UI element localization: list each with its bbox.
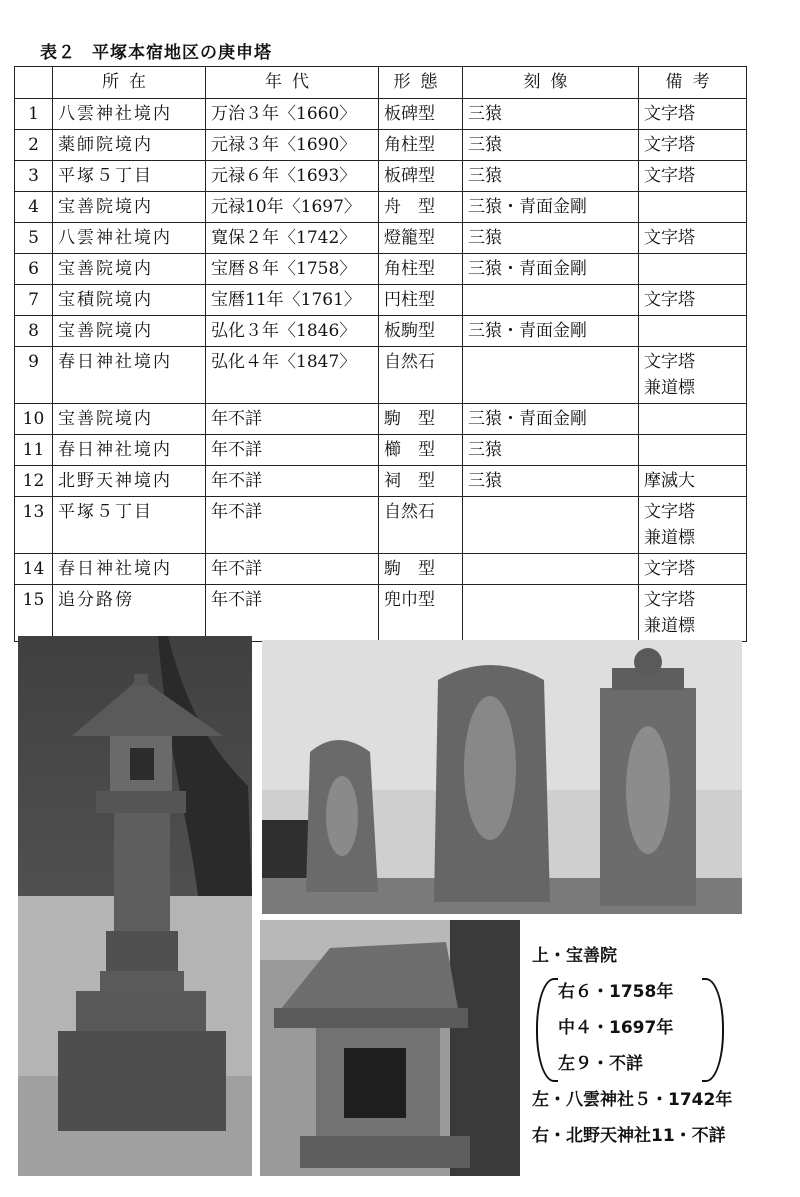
- cell-image: 三猿・青面金剛: [463, 316, 639, 347]
- table-row: [15, 161, 747, 192]
- cell-image: [463, 554, 639, 585]
- header-note: 備考: [639, 67, 747, 99]
- cell-note: 文字塔 兼道標: [639, 497, 747, 554]
- header-form: 形態: [379, 67, 463, 99]
- table-header-row: [15, 67, 747, 99]
- table-row: [15, 130, 747, 161]
- cell-image: 三猿・青面金剛: [463, 254, 639, 285]
- cell-loc: 薬師院境内: [53, 130, 206, 161]
- cell-era: 年不詳: [206, 435, 379, 466]
- cell-form: 駒 型: [379, 554, 463, 585]
- cell-era: 元禄３年〈1690〉: [206, 130, 379, 161]
- cell-note: [639, 435, 747, 466]
- table-row: [15, 192, 747, 223]
- cell-era: 弘化４年〈1847〉: [206, 347, 379, 404]
- cell-form: 祠 型: [379, 466, 463, 497]
- header-location: 所在: [53, 67, 206, 99]
- header-image: 刻像: [463, 67, 639, 99]
- cell-era: 元禄６年〈1693〉: [206, 161, 379, 192]
- cell-loc: 宝善院境内: [53, 316, 206, 347]
- header-no: [15, 67, 53, 99]
- cell-era: 寛保２年〈1742〉: [206, 223, 379, 254]
- cell-loc: 北野天神境内: [53, 466, 206, 497]
- left-paren: [536, 978, 558, 1082]
- cell-loc: 宝善院境内: [53, 254, 206, 285]
- cell-note: 摩滅大: [639, 466, 747, 497]
- cell-image: 三猿・青面金剛: [463, 404, 639, 435]
- cell-note: [639, 192, 747, 223]
- cell-era: 年不詳: [206, 585, 379, 642]
- cell-loc: 春日神社境内: [53, 435, 206, 466]
- table-row: [15, 466, 747, 497]
- table-row: [15, 254, 747, 285]
- cell-no: 3: [15, 161, 53, 192]
- cell-loc: 宝善院境内: [53, 192, 206, 223]
- cell-form: 舟 型: [379, 192, 463, 223]
- photo-legend: [532, 938, 794, 1154]
- cell-no: 11: [15, 435, 53, 466]
- cell-no: 15: [15, 585, 53, 642]
- cell-no: 9: [15, 347, 53, 404]
- legend-group-center: 中４・1697年: [558, 1018, 674, 1038]
- photo-three-stelae: [262, 640, 742, 914]
- cell-note: 文字塔: [639, 554, 747, 585]
- cell-no: 6: [15, 254, 53, 285]
- cell-era: 宝暦11年〈1761〉: [206, 285, 379, 316]
- cell-no: 1: [15, 99, 53, 130]
- cell-note: 文字塔: [639, 223, 747, 254]
- cell-image: 三猿・青面金剛: [463, 192, 639, 223]
- cell-loc: 平塚５丁目: [53, 161, 206, 192]
- table-row: [15, 99, 747, 130]
- cell-loc: 宝善院境内: [53, 404, 206, 435]
- cell-form: 燈籠型: [379, 223, 463, 254]
- cell-era: 年不詳: [206, 404, 379, 435]
- photo-stone-lantern: [18, 636, 252, 1176]
- cell-no: 4: [15, 192, 53, 223]
- cell-no: 8: [15, 316, 53, 347]
- cell-image: 三猿: [463, 99, 639, 130]
- cell-loc: 八雲神社境内: [53, 223, 206, 254]
- cell-image: [463, 285, 639, 316]
- cell-no: 2: [15, 130, 53, 161]
- cell-no: 5: [15, 223, 53, 254]
- cell-image: [463, 497, 639, 554]
- cell-note: 文字塔 兼道標: [639, 347, 747, 404]
- cell-no: 13: [15, 497, 53, 554]
- cell-note: [639, 254, 747, 285]
- cell-loc: 追分路傍: [53, 585, 206, 642]
- cell-note: 文字塔 兼道標: [639, 585, 747, 642]
- cell-form: 駒 型: [379, 404, 463, 435]
- legend-group-left: 左９・不詳: [558, 1054, 643, 1074]
- cell-loc: 春日神社境内: [53, 347, 206, 404]
- koushin-table: [14, 66, 747, 642]
- cell-image: 三猿: [463, 130, 639, 161]
- cell-note: [639, 404, 747, 435]
- cell-form: 板碑型: [379, 99, 463, 130]
- cell-form: 円柱型: [379, 285, 463, 316]
- legend-left-label: 左・八雲神社５・1742年: [532, 1090, 733, 1110]
- legend-top-label: 上・宝善院: [532, 946, 617, 966]
- cell-form: 櫛 型: [379, 435, 463, 466]
- cell-era: 万治３年〈1660〉: [206, 99, 379, 130]
- cell-image: 三猿: [463, 466, 639, 497]
- table-caption: [40, 38, 272, 63]
- cell-form: 板駒型: [379, 316, 463, 347]
- cell-loc: 春日神社境内: [53, 554, 206, 585]
- cell-no: 12: [15, 466, 53, 497]
- cell-no: 10: [15, 404, 53, 435]
- legend-group-right: 右６・1758年: [558, 982, 674, 1002]
- cell-image: 三猿: [463, 223, 639, 254]
- legend-group: [532, 974, 794, 1082]
- cell-image: 三猿: [463, 161, 639, 192]
- cell-form: 自然石: [379, 497, 463, 554]
- table-title: 平塚本宿地区の庚申塔: [92, 43, 272, 63]
- table-row: [15, 223, 747, 254]
- cell-note: 文字塔: [639, 130, 747, 161]
- cell-era: 年不詳: [206, 497, 379, 554]
- cell-era: 弘化３年〈1846〉: [206, 316, 379, 347]
- cell-no: 7: [15, 285, 53, 316]
- cell-era: 年不詳: [206, 554, 379, 585]
- photo-shrine-stone: [260, 920, 520, 1176]
- table-row: [15, 435, 747, 466]
- cell-form: 兜巾型: [379, 585, 463, 642]
- table-row: [15, 316, 747, 347]
- cell-note: 文字塔: [639, 285, 747, 316]
- table-number: 表２: [40, 43, 76, 63]
- cell-era: 宝暦８年〈1758〉: [206, 254, 379, 285]
- cell-note: 文字塔: [639, 99, 747, 130]
- legend-right-label: 右・北野天神社11・不詳: [532, 1126, 726, 1146]
- cell-loc: 八雲神社境内: [53, 99, 206, 130]
- cell-no: 14: [15, 554, 53, 585]
- cell-note: 文字塔: [639, 161, 747, 192]
- table-row: [15, 347, 747, 404]
- cell-note: [639, 316, 747, 347]
- header-era: 年代: [206, 67, 379, 99]
- cell-form: 自然石: [379, 347, 463, 404]
- cell-loc: 宝積院境内: [53, 285, 206, 316]
- table-row: [15, 285, 747, 316]
- cell-form: 角柱型: [379, 254, 463, 285]
- cell-form: 角柱型: [379, 130, 463, 161]
- table-row: [15, 554, 747, 585]
- cell-loc: 平塚５丁目: [53, 497, 206, 554]
- cell-era: 元禄10年〈1697〉: [206, 192, 379, 223]
- table-row: [15, 404, 747, 435]
- table-row: [15, 585, 747, 642]
- cell-form: 板碑型: [379, 161, 463, 192]
- table-row: [15, 497, 747, 554]
- cell-image: [463, 347, 639, 404]
- cell-image: 三猿: [463, 435, 639, 466]
- cell-image: [463, 585, 639, 642]
- cell-era: 年不詳: [206, 466, 379, 497]
